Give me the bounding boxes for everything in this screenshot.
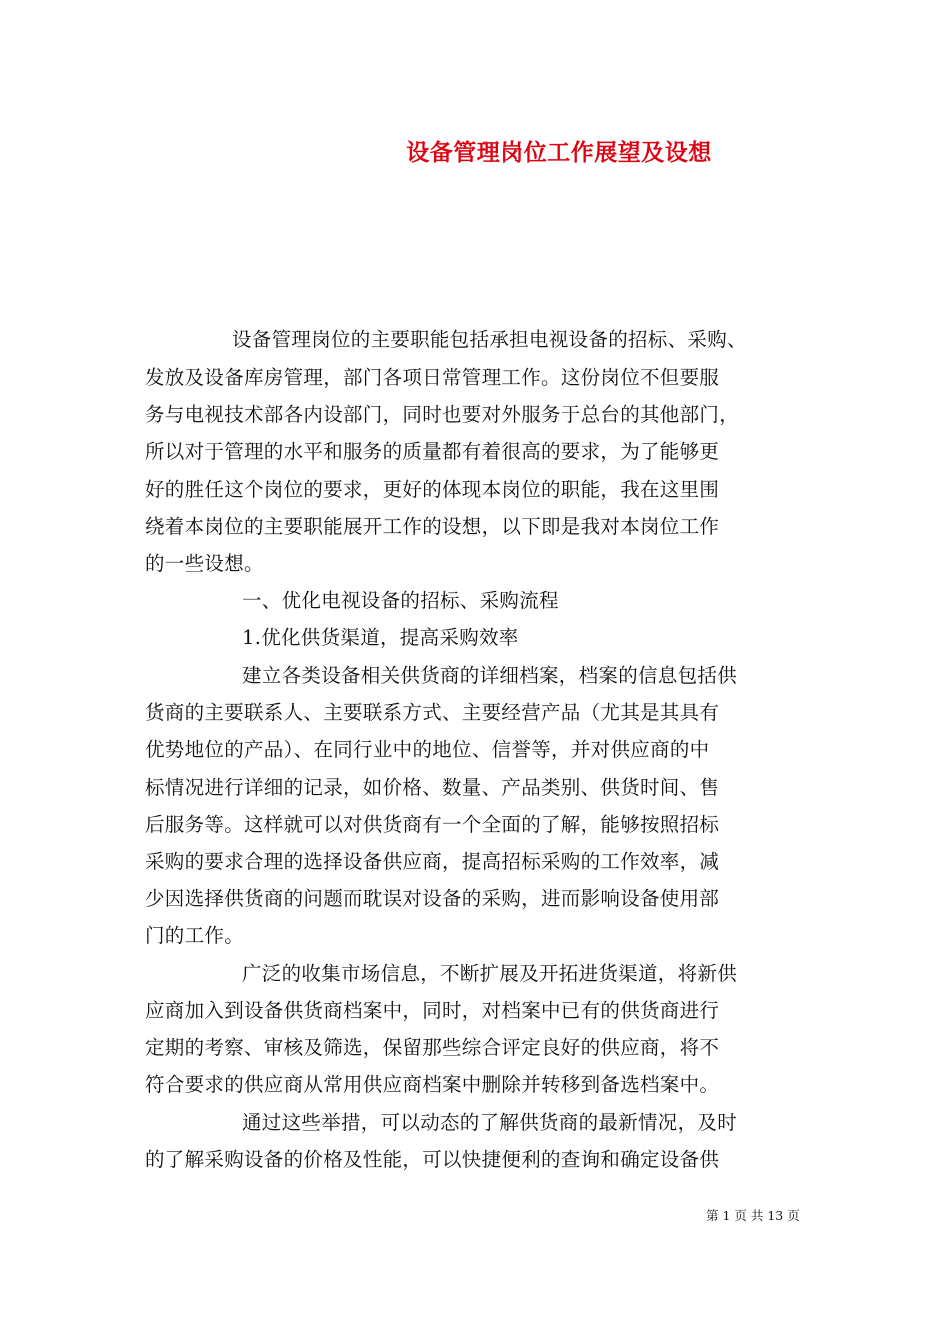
body-line: 好的胜任这个岗位的要求，更好的体现本岗位的职能，我在这里围 — [145, 478, 720, 501]
page-number: 第 1 页 共 13 页 — [706, 1208, 800, 1223]
body-line: 通过这些举措，可以动态的了解供货商的最新情况，及时 — [242, 1111, 738, 1134]
body-line: 的一些设想。 — [145, 552, 264, 575]
body-line: 绕着本岗位的主要职能展开工作的设想，以下即是我对本岗位工作 — [145, 515, 720, 538]
document-title: 设备管理岗位工作展望及设想 — [406, 139, 712, 166]
body-line: 设备管理岗位的主要职能包括承担电视设备的招标、采购、 — [232, 328, 747, 351]
body-line: 发放及设备库房管理，部门各项日常管理工作。这份岗位不但要服 — [145, 366, 720, 389]
body-line: 货商的主要联系人、主要联系方式、主要经营产品（尤其是其具有 — [145, 701, 720, 724]
body-line: 少因选择供货商的问题而耽误对设备的采购，进而影响设备使用部 — [145, 887, 720, 910]
body-line: 的了解采购设备的价格及性能，可以快捷便利的查询和确定设备供 — [145, 1148, 720, 1171]
section-heading: 一、优化电视设备的招标、采购流程 — [242, 589, 559, 612]
body-line: 门的工作。 — [145, 924, 245, 947]
body-line: 后服务等。这样就可以对供货商有一个全面的了解，能够按照招标 — [145, 813, 720, 836]
body-line: 优势地位的产品）、在同行业中的地位、信誉等，并对供应商的中 — [145, 738, 710, 761]
body-line: 应商加入到设备供货商档案中，同时，对档案中已有的供货商进行 — [145, 999, 720, 1022]
body-line: 建立各类设备相关供货商的详细档案，档案的信息包括供 — [242, 664, 738, 687]
body-line: 务与电视技术部各内设部门，同时也要对外服务于总台的其他部门， — [145, 403, 740, 426]
subsection-heading: 1.优化供货渠道，提高采购效率 — [242, 626, 519, 649]
body-line: 符合要求的供应商从常用供应商档案中删除并转移到备选档案中。 — [145, 1073, 720, 1096]
body-line: 广泛的收集市场信息，不断扩展及开拓进货渠道，将新供 — [242, 962, 738, 985]
body-line: 定期的考察、审核及筛选，保留那些综合评定良好的供应商，将不 — [145, 1036, 720, 1059]
body-line: 所以对于管理的水平和服务的质量都有着很高的要求，为了能够更 — [145, 440, 720, 463]
body-line: 采购的要求合理的选择设备供应商，提高招标采购的工作效率，减 — [145, 850, 720, 873]
body-line: 标情况进行详细的记录，如价格、数量、产品类别、供货时间、售 — [145, 776, 720, 799]
